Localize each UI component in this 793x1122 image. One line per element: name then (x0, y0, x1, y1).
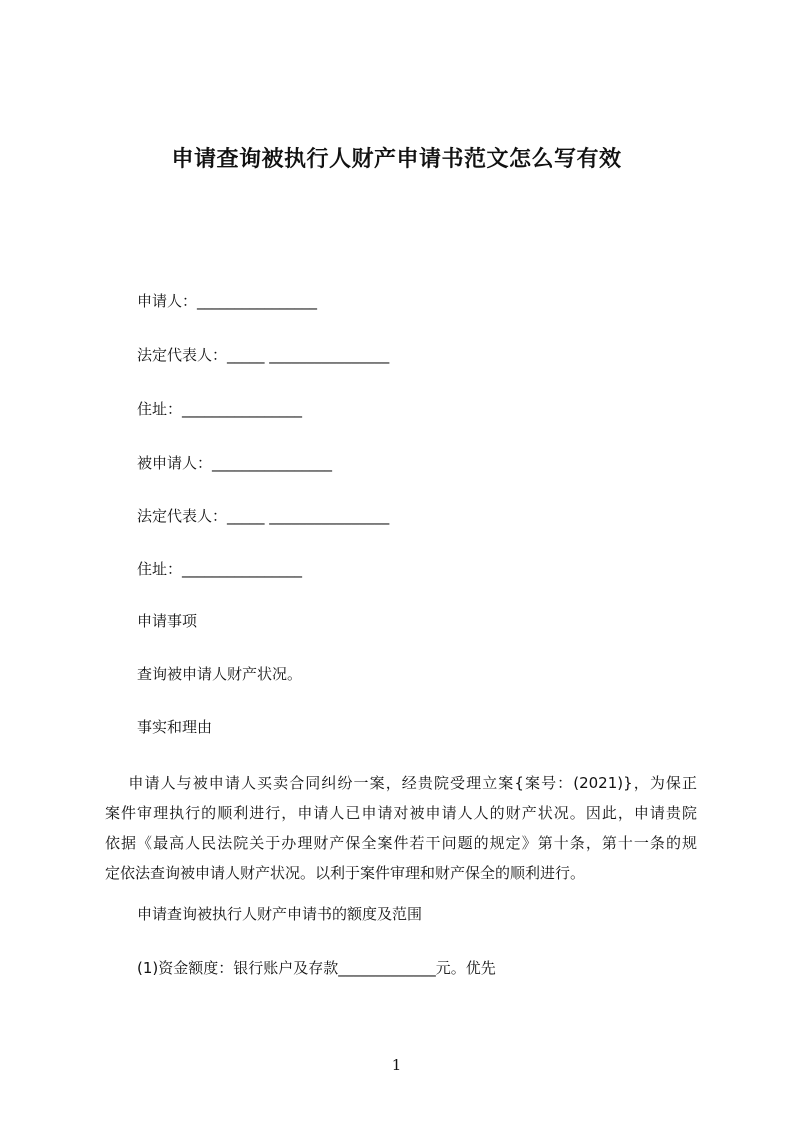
respondent-blank: ________________ (212, 454, 333, 472)
facts-line: 依据《最高人民法院关于办理财产保全案件若干问题的规定》第十条，第十一条的规 (105, 834, 697, 852)
facts-paragraph (105, 768, 697, 888)
respondent-address-blank: ________________ (182, 560, 303, 578)
applicant-legal-rep-blank: _____ ________________ (227, 346, 390, 364)
respondent-address-field: 住址：________________ (137, 560, 303, 578)
applicant-field: 申请人：________________ (137, 292, 318, 310)
respondent-field: 被申请人：________________ (137, 454, 333, 472)
page-number: 1 (391, 1056, 402, 1074)
applicant-address-field: 住址：________________ (137, 400, 303, 418)
scope-item-funds: (1)资金额度：银行账户及存款_____________元。优先 (137, 959, 496, 977)
respondent-legal-rep-field: 法定代表人：_____ ________________ (137, 507, 390, 525)
section-request-heading: 申请事项 (137, 612, 198, 630)
request-text: 查询被申请人财产状况。 (137, 665, 303, 683)
respondent-legal-rep-blank: _____ ________________ (227, 507, 390, 525)
applicant-legal-rep-field: 法定代表人：_____ ________________ (137, 346, 390, 364)
facts-line: 案件审理执行的顺利进行，申请人已申请对被申请人人的财产状况。因此，申请贵院 (105, 804, 697, 822)
page-title: 申请查询被执行人财产申请书范文怎么写有效 (171, 147, 622, 172)
section-facts-heading: 事实和理由 (137, 718, 213, 736)
section-scope-heading: 申请查询被执行人财产申请书的额度及范围 (137, 905, 423, 923)
facts-line: 定依法查询被申请人财产状况。以利于案件审理和财产保全的顺利进行。 (105, 864, 586, 882)
applicant-blank: ________________ (197, 292, 318, 310)
facts-line: 申请人与被申请人买卖合同纠纷一案，经贵院受理立案{案号：(2021)}，为保正 (105, 774, 697, 792)
applicant-address-blank: ________________ (182, 400, 303, 418)
